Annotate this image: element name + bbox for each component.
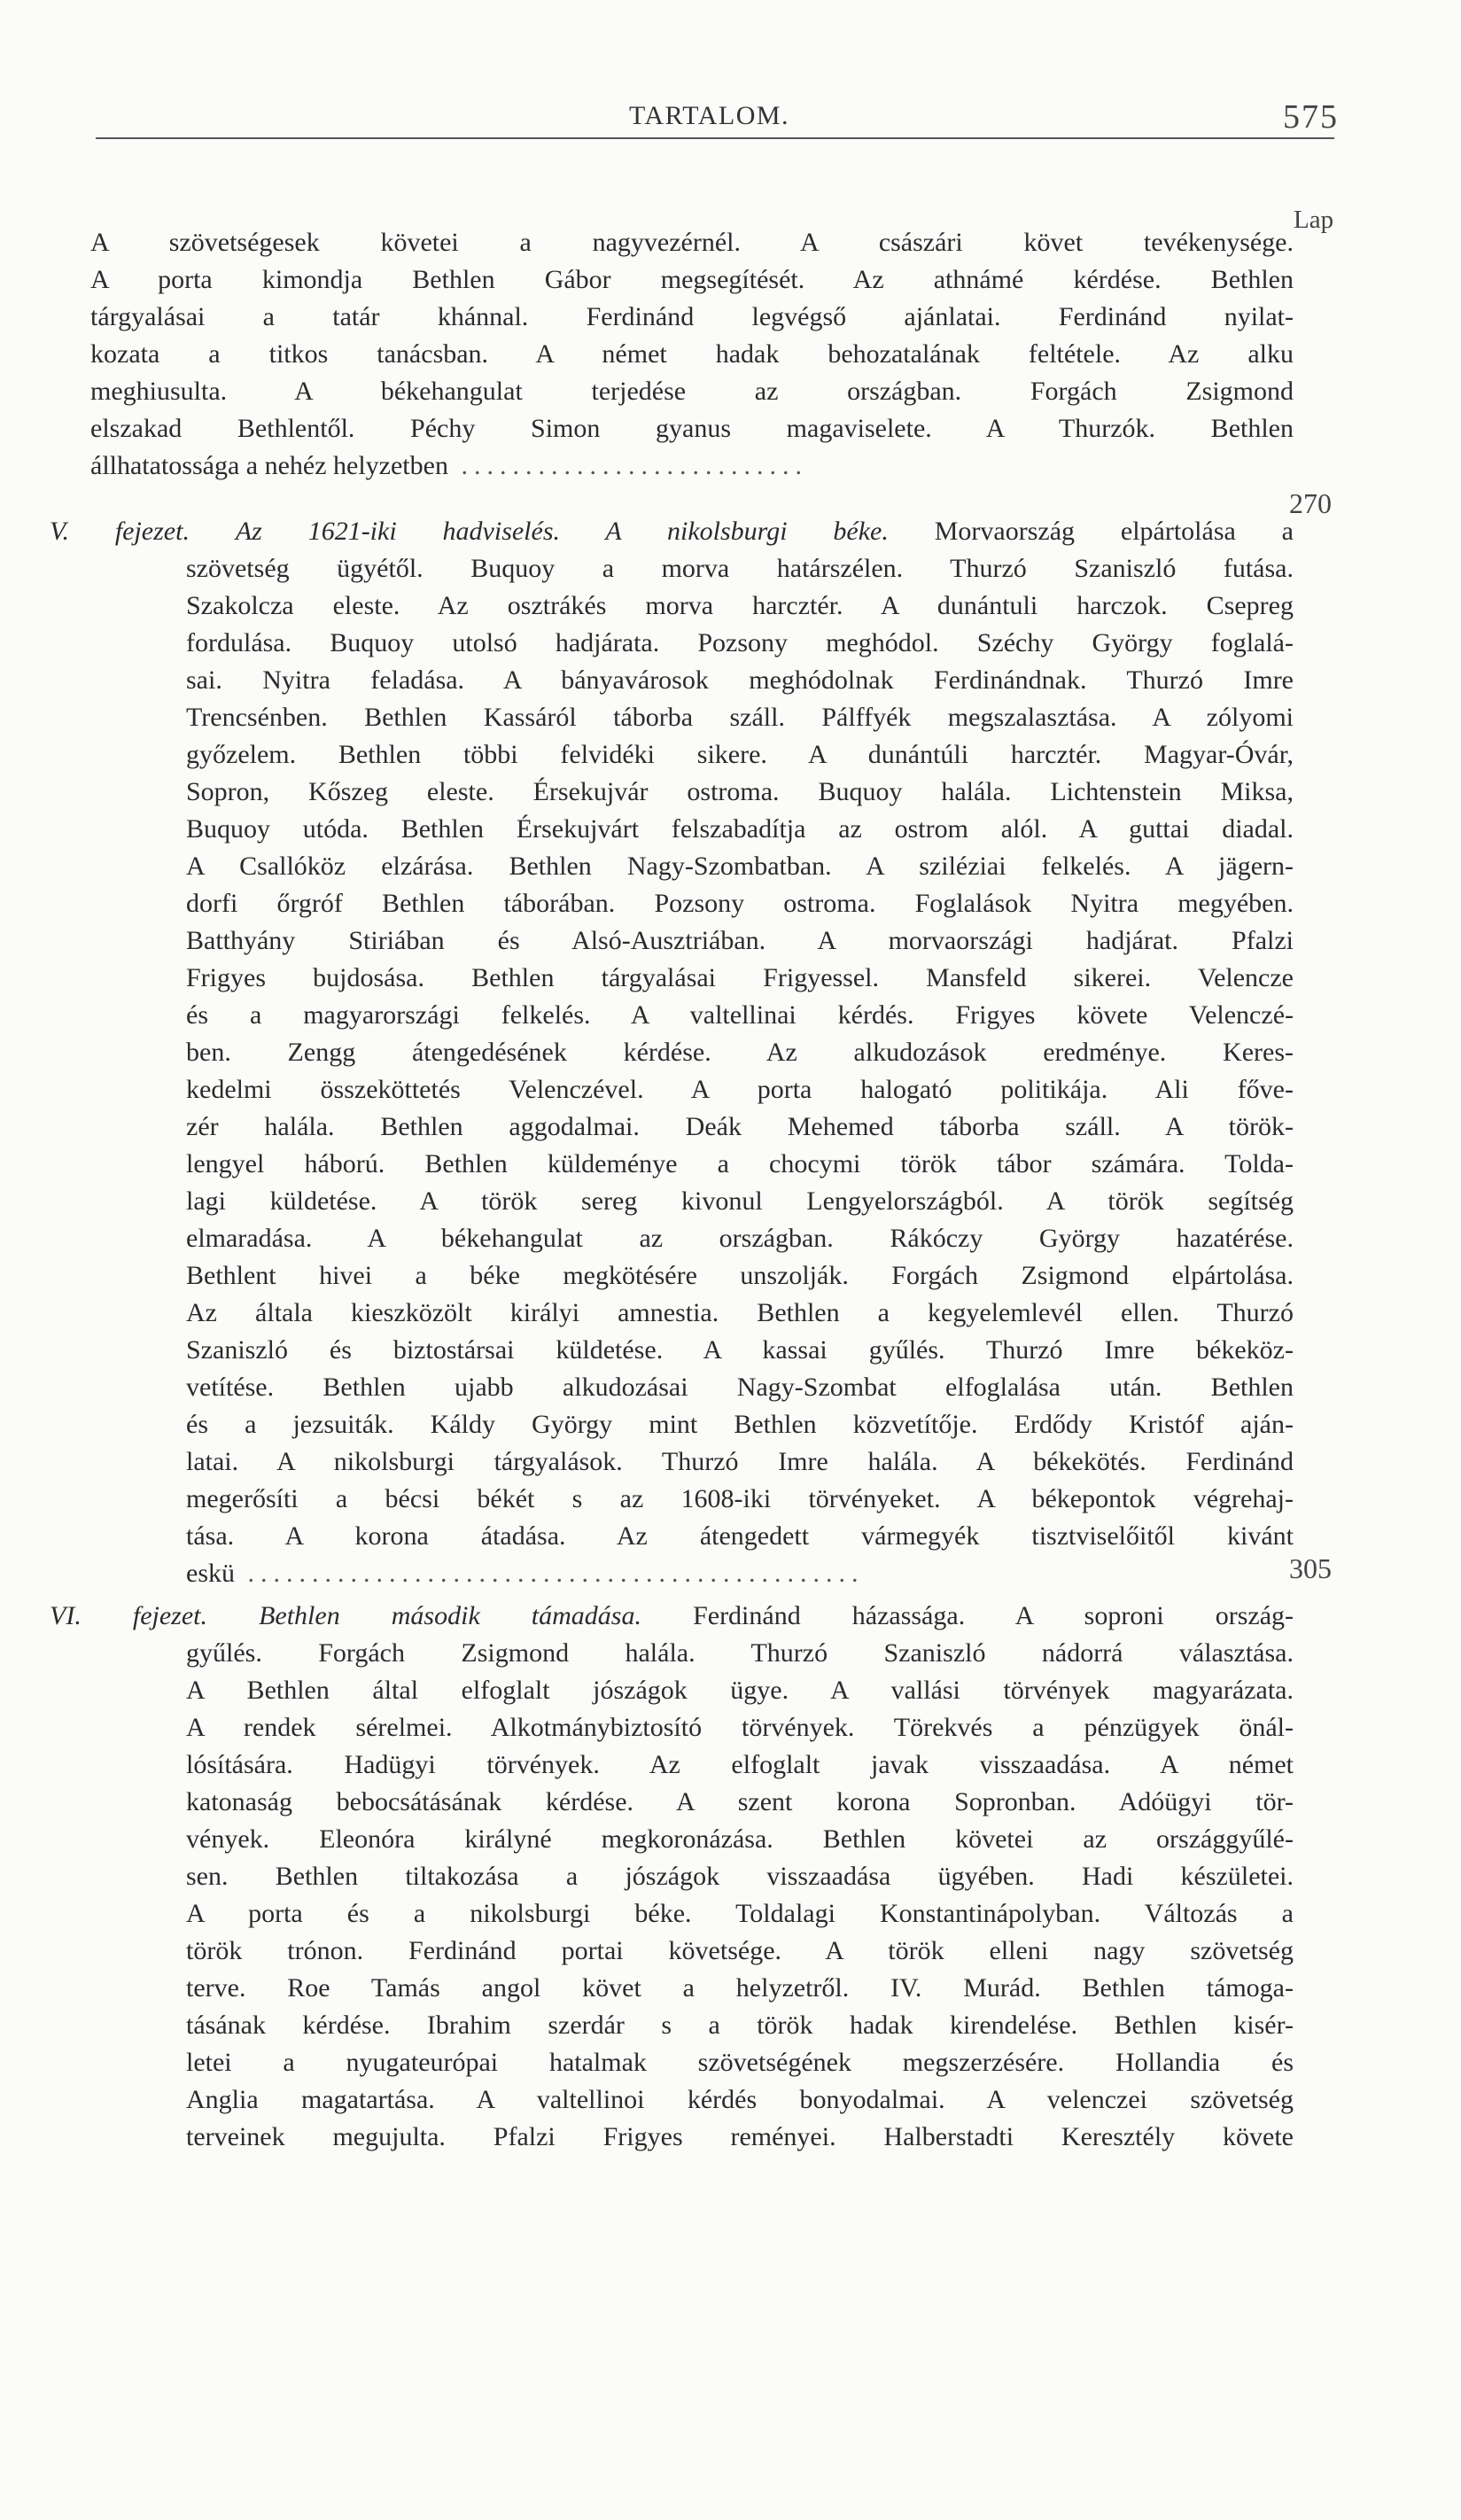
text-line: Trencsénben. Bethlen Kassáról táborba száll. Pálffyék megszalasztása. A zólyomi [186, 703, 1294, 732]
leader-dots: ........................... [447, 451, 808, 480]
entry-text: állhatatossága a nehéz helyzetben [90, 451, 448, 480]
text-line: Batthyány Stiriában és Alsó-Ausztriában. A morvaországi hadjárat. Pfalzi [186, 926, 1294, 955]
chapter-title: Bethlen második támadása. [259, 1601, 641, 1630]
entry-text: Ferdinánd házassága. A soproni ország- [693, 1601, 1294, 1630]
leader-dots: ................................................ [235, 1559, 865, 1588]
text-line: sen. Bethlen tiltakozása a jószágok visszaadása ügyében. Hadi készületei. [186, 1862, 1294, 1891]
entry-page-number: 305 [1289, 1552, 1332, 1584]
text-line: Frigyes bujdosása. Bethlen tárgyalásai Frigyessel. Mansfeld sikerei. Velencze [186, 963, 1294, 992]
text-line: terve. Roe Tamás angol követ a helyzetről. IV. Murád. Bethlen támoga- [186, 1973, 1294, 2003]
text-line: vények. Eleonóra királyné megkoronázása. Bethlen követei az országgyűlé- [186, 1824, 1294, 1854]
text-line: meghiusulta. A békehangulat terjedése az országban. Forgách Zsigmond [90, 377, 1294, 406]
text-line: A Bethlen által elfoglalt jószágok ügye. A vallási törvények magyarázata. [186, 1676, 1294, 1705]
text-line: szövetség ügyétől. Buquoy a morva határszélen. Thurzó Szaniszló futása. [186, 554, 1294, 583]
text-line: Szakolcza eleste. Az osztrákés morva harcztér. A dunántuli harczok. Csepreg [186, 591, 1294, 620]
text-line: Sopron, Kőszeg eleste. Érsekujvár ostroma. Buquoy halála. Lichtenstein Miksa, [186, 777, 1294, 806]
text-line [90, 450, 1294, 482]
text-line: lagi küldetése. A török sereg kivonul Lengyelországból. A török segítség [186, 1186, 1294, 1216]
chapter-heading-line [50, 1600, 1294, 1632]
chapter-heading-line [50, 516, 1294, 548]
running-header-title: TARTALOM. [629, 101, 790, 130]
chapter-title: Az 1621-iki hadviselés. A nikolsburgi béke. [235, 517, 889, 546]
text-line: Szaniszló és biztostársai küldetése. A kassai gyűlés. Thurzó Imre békeköz- [186, 1335, 1294, 1365]
text-line: Anglia magatartása. A valtellinoi kérdés bonyodalmai. A velenczei szövetség [186, 2085, 1294, 2114]
text-line [186, 1558, 1294, 1590]
page-column-label: Lap [1294, 206, 1334, 234]
text-line: katonaság bebocsátásának kérdése. A szent korona Sopronban. Adóügyi tör- [186, 1787, 1294, 1816]
text-line: és a jezsuiták. Káldy György mint Bethlen közvetítője. Erdődy Kristóf aján- [186, 1410, 1294, 1439]
text-line: dorfi őrgróf Bethlen táborában. Pozsony ostroma. Foglalások Nyitra megyében. [186, 889, 1294, 918]
text-line: kozata a titkos tanácsban. A német hadak behozatalának feltétele. Az alku [90, 339, 1294, 369]
text-line: lósítására. Hadügyi törvények. Az elfoglalt javak visszaadása. A német [186, 1750, 1294, 1779]
entry-text: eskü [186, 1559, 235, 1588]
text-line: Az általa kieszközölt királyi amnestia. Bethlen a kegyelemlevél ellen. Thurzó [186, 1298, 1294, 1327]
text-line: A Csallóköz elzárása. Bethlen Nagy-Szombatban. A sziléziai felkelés. A jägern- [186, 852, 1294, 881]
text-line: elmaradása. A békehangulat az országban. Rákóczy György hazatérése. [186, 1224, 1294, 1253]
text-line: megerősíti a bécsi békét s az 1608-iki törvényeket. A békepontok végrehaj- [186, 1484, 1294, 1513]
text-line: zér halála. Bethlen aggodalmai. Deák Mehemed táborba száll. A török- [186, 1112, 1294, 1141]
running-header-page-number: 575 [1283, 98, 1339, 136]
text-line: A szövetségesek követei a nagyvezérnél. A császári követ tevékenysége. [90, 228, 1294, 257]
header-rule [96, 137, 1334, 139]
text-line: letei a nyugateurópai hatalmak szövetségének megszerzésére. Hollandia és [186, 2048, 1294, 2077]
text-line: A porta és a nikolsburgi béke. Toldalagi Konstantinápolyban. Változás a [186, 1899, 1294, 1928]
text-line: elszakad Bethlentől. Péchy Simon gyanus magaviselete. A Thurzók. Bethlen [90, 414, 1294, 443]
text-line: tásának kérdése. Ibrahim szerdár s a török hadak kirendelése. Bethlen kisér- [186, 2011, 1294, 2040]
text-line: A rendek sérelmei. Alkotmánybiztosító törvények. Törekvés a pénzügyek önál- [186, 1713, 1294, 1742]
text-line: latai. A nikolsburgi tárgyalások. Thurzó Imre halála. A békekötés. Ferdinánd [186, 1447, 1294, 1476]
text-line: és a magyarországi felkelés. A valtellinai kérdés. Frigyes követe Velenczé- [186, 1000, 1294, 1030]
text-line: tása. A korona átadása. Az átengedett vármegyék tisztviselőitől kivánt [186, 1521, 1294, 1551]
entry-text: Morvaország elpártolása a [934, 517, 1294, 546]
text-line: tárgyalásai a tatár khánnal. Ferdinánd legvégső ajánlatai. Ferdinánd nyilat- [90, 302, 1294, 331]
text-line: kedelmi összeköttetés Velenczével. A porta halogató politikája. Ali fővе- [186, 1075, 1294, 1104]
text-line: sai. Nyitra feladása. A bányavárosok meghódolnak Ferdinándnak. Thurzó Imre [186, 665, 1294, 695]
text-line: terveinek megujulta. Pfalzi Frigyes reményei. Halberstadti Keresztély követe [186, 2122, 1294, 2151]
chapter-number: V. fejezet. [50, 517, 190, 546]
text-line: Buquoy utóda. Bethlen Érsekujvárt felszabadítja az ostrom alól. A guttai diadal. [186, 814, 1294, 844]
entry-page-number: 270 [1289, 487, 1332, 519]
text-line: A porta kimondja Bethlen Gábor megsegítését. Az athnámé kérdése. Bethlen [90, 265, 1294, 294]
text-line: győzelem. Bethlen többi felvidéki sikere. A dunántúli harcztér. Magyar-Óvár, [186, 740, 1294, 769]
text-line: török trónon. Ferdinánd portai követsége. A török elleni nagy szövetség [186, 1936, 1294, 1965]
text-line: lengyel háború. Bethlen küldeménye a chocymi török tábor számára. Tolda- [186, 1149, 1294, 1178]
text-line: vetítése. Bethlen ujabb alkudozásai Nagy-Szombat elfoglalása után. Bethlen [186, 1373, 1294, 1402]
text-line: ben. Zengg átengedésének kérdése. Az alkudozások eredménye. Keres- [186, 1038, 1294, 1067]
text-line: gyűlés. Forgách Zsigmond halála. Thurzó Szaniszló nádorrá választása. [186, 1638, 1294, 1668]
text-line: fordulása. Buquoy utolsó hadjárata. Pozsony meghódol. Széchy György foglalá- [186, 628, 1294, 657]
chapter-number: VI. fejezet. [50, 1601, 208, 1630]
text-line: Bethlent hivei a béke megkötésére unszolják. Forgách Zsigmond elpártolása. [186, 1261, 1294, 1290]
